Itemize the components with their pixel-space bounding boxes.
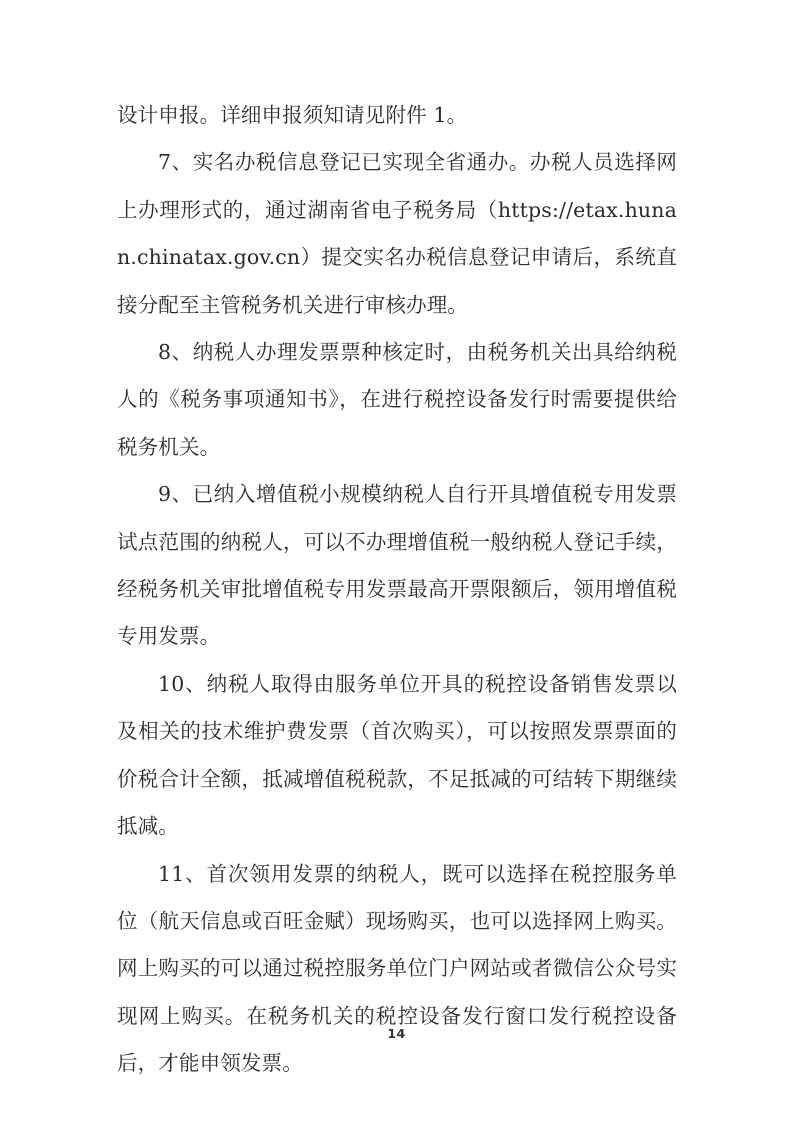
paragraph-item-8: 8、纳税人办理发票票种核定时，由税务机关出具给纳税人的《税务事项通知书》，在进行税控设备发行时需要提供给税务机关。 (117, 340, 677, 459)
document-text-body (117, 92, 677, 1088)
paragraph-item-7: 7、实名办税信息登记已实现全省通办。办税人员选择网上办理形式的，通过湖南省电子税务局（https://etax.hunan.chinatax.gov.cn）提交实名办税信息登记申请后，系统直接分配至主管税务机关进行审核办理。 (117, 150, 677, 317)
page-number: 14 (387, 1026, 406, 1041)
paragraph-item-9: 9、已纳入增值税小规模纳税人自行开具增值税专用发票试点范围的纳税人，可以不办理增值税一般纳税人登记手续，经税务机关审批增值税专用发票最高开票限额后，领用增值税专用发票。 (117, 482, 677, 649)
paragraph-item-10: 10、纳税人取得由服务单位开具的税控设备销售发票以及相关的技术维护费发票（首次购买），可以按照发票票面的价税合计全额，抵减增值税税款，不足抵减的可结转下期继续抵减。 (117, 671, 677, 839)
paragraph-item-11: 11、首次领用发票的纳税人，既可以选择在税控服务单位（航天信息或百旺金赋）现场购买，也可以选择网上购买。网上购买的可以通过税控服务单位门户网站或者微信公众号实现网上购买。在税务机关的税控设备发行窗口发行税控设备后，才能申领发票。 (117, 861, 677, 1076)
paragraph-continuation: 设计申报。详细申报须知请见附件 1。 (117, 103, 468, 127)
